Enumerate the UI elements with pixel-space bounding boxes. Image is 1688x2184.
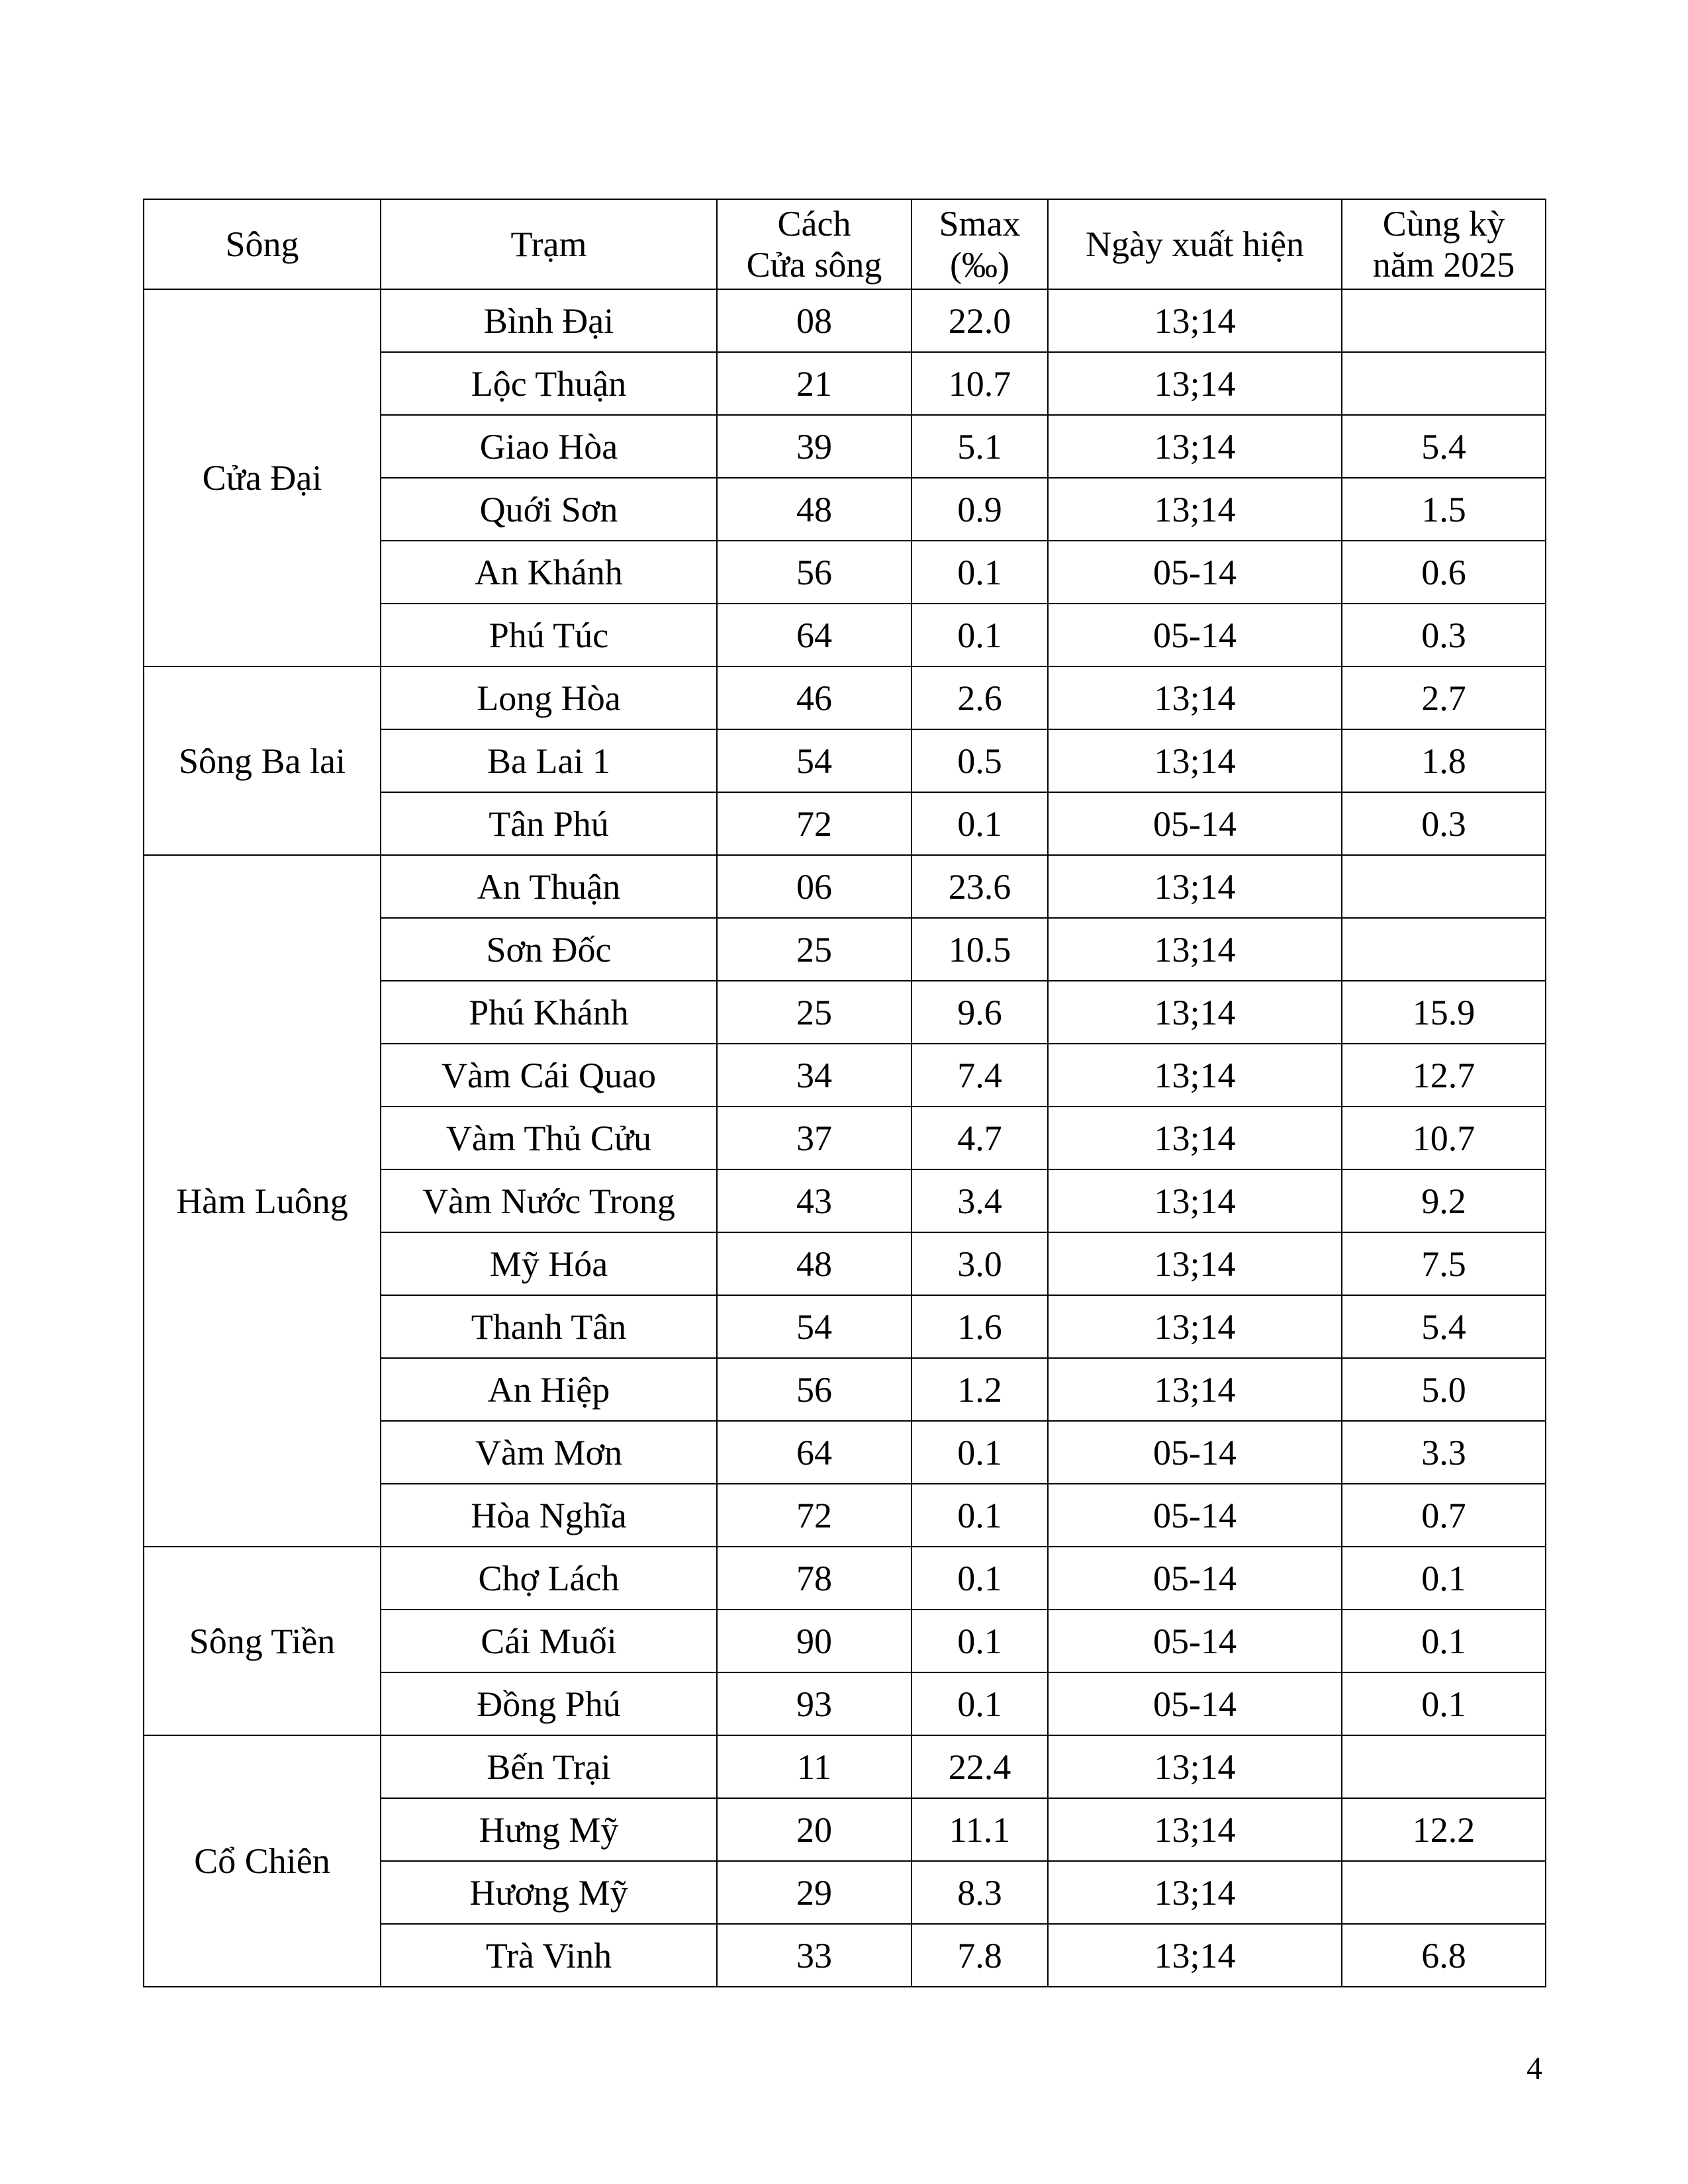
cell-station: Bình Đại — [381, 289, 717, 352]
cell-river: Sông Ba lai — [144, 666, 381, 855]
header-river: Sông — [144, 199, 381, 289]
cell-date: 13;14 — [1048, 1861, 1342, 1924]
cell-station: Cái Muối — [381, 1610, 717, 1672]
cell-date: 13;14 — [1048, 729, 1342, 792]
cell-smax: 7.4 — [912, 1044, 1048, 1107]
cell-station: Vàm Thủ Cửu — [381, 1107, 717, 1169]
cell-date: 13;14 — [1048, 1358, 1342, 1421]
cell-station: Vàm Mơn — [381, 1421, 717, 1484]
cell-date: 05-14 — [1048, 1672, 1342, 1735]
cell-distance: 78 — [717, 1547, 912, 1610]
cell-distance: 72 — [717, 1484, 912, 1547]
cell-same-period: 12.7 — [1342, 1044, 1546, 1107]
cell-date: 13;14 — [1048, 855, 1342, 918]
cell-date: 13;14 — [1048, 918, 1342, 981]
cell-river: Cửa Đại — [144, 289, 381, 666]
page-number: 4 — [1526, 2051, 1542, 2086]
cell-date: 13;14 — [1048, 1295, 1342, 1358]
cell-station: Long Hòa — [381, 666, 717, 729]
cell-distance: 29 — [717, 1861, 912, 1924]
cell-station: Phú Khánh — [381, 981, 717, 1044]
cell-station: Chợ Lách — [381, 1547, 717, 1610]
cell-smax: 0.1 — [912, 1547, 1048, 1610]
cell-distance: 72 — [717, 792, 912, 855]
cell-same-period: 0.6 — [1342, 541, 1546, 604]
cell-distance: 08 — [717, 289, 912, 352]
cell-distance: 34 — [717, 1044, 912, 1107]
cell-smax: 9.6 — [912, 981, 1048, 1044]
cell-same-period: 1.8 — [1342, 729, 1546, 792]
cell-same-period: 0.1 — [1342, 1672, 1546, 1735]
cell-same-period: 1.5 — [1342, 478, 1546, 541]
cell-same-period: 0.7 — [1342, 1484, 1546, 1547]
cell-date: 13;14 — [1048, 1169, 1342, 1232]
cell-smax: 0.1 — [912, 1421, 1048, 1484]
header-smax: Smax (‰) — [912, 199, 1048, 289]
cell-distance: 64 — [717, 604, 912, 666]
cell-smax: 3.4 — [912, 1169, 1048, 1232]
cell-station: An Thuận — [381, 855, 717, 918]
cell-date: 13;14 — [1048, 1107, 1342, 1169]
cell-smax: 11.1 — [912, 1798, 1048, 1861]
table-row — [144, 855, 1546, 918]
cell-date: 05-14 — [1048, 604, 1342, 666]
cell-distance: 90 — [717, 1610, 912, 1672]
cell-distance: 56 — [717, 1358, 912, 1421]
cell-river: Sông Tiền — [144, 1547, 381, 1735]
cell-same-period: 3.3 — [1342, 1421, 1546, 1484]
cell-same-period: 5.0 — [1342, 1358, 1546, 1421]
cell-same-period: 2.7 — [1342, 666, 1546, 729]
table-header — [144, 199, 1546, 289]
salinity-table — [143, 199, 1546, 1987]
cell-smax: 0.1 — [912, 1484, 1048, 1547]
cell-distance: 48 — [717, 478, 912, 541]
cell-same-period — [1342, 918, 1546, 981]
cell-smax: 0.1 — [912, 792, 1048, 855]
cell-smax: 4.7 — [912, 1107, 1048, 1169]
cell-date: 13;14 — [1048, 352, 1342, 415]
cell-date: 05-14 — [1048, 1484, 1342, 1547]
cell-distance: 64 — [717, 1421, 912, 1484]
table-row — [144, 1547, 1546, 1610]
cell-distance: 21 — [717, 352, 912, 415]
cell-date: 05-14 — [1048, 1610, 1342, 1672]
cell-same-period: 0.1 — [1342, 1610, 1546, 1672]
cell-station: Tân Phú — [381, 792, 717, 855]
cell-date: 13;14 — [1048, 1735, 1342, 1798]
cell-smax: 23.6 — [912, 855, 1048, 918]
cell-date: 13;14 — [1048, 1798, 1342, 1861]
cell-distance: 46 — [717, 666, 912, 729]
cell-station: Lộc Thuận — [381, 352, 717, 415]
cell-date: 13;14 — [1048, 1232, 1342, 1295]
cell-smax: 10.5 — [912, 918, 1048, 981]
cell-smax: 1.2 — [912, 1358, 1048, 1421]
cell-same-period — [1342, 289, 1546, 352]
cell-same-period: 7.5 — [1342, 1232, 1546, 1295]
cell-distance: 06 — [717, 855, 912, 918]
cell-date: 05-14 — [1048, 1421, 1342, 1484]
table-row — [144, 289, 1546, 352]
cell-date: 13;14 — [1048, 666, 1342, 729]
cell-distance: 39 — [717, 415, 912, 478]
cell-smax: 1.6 — [912, 1295, 1048, 1358]
cell-smax: 0.1 — [912, 1672, 1048, 1735]
cell-date: 13;14 — [1048, 478, 1342, 541]
cell-smax: 10.7 — [912, 352, 1048, 415]
cell-date: 13;14 — [1048, 415, 1342, 478]
cell-station: Vàm Nước Trong — [381, 1169, 717, 1232]
cell-station: Quới Sơn — [381, 478, 717, 541]
cell-same-period: 0.1 — [1342, 1547, 1546, 1610]
cell-station: Hương Mỹ — [381, 1861, 717, 1924]
cell-same-period: 9.2 — [1342, 1169, 1546, 1232]
cell-date: 05-14 — [1048, 1547, 1342, 1610]
cell-distance: 37 — [717, 1107, 912, 1169]
cell-smax: 7.8 — [912, 1924, 1048, 1987]
header-station: Trạm — [381, 199, 717, 289]
header-date: Ngày xuất hiện — [1048, 199, 1342, 289]
cell-same-period: 15.9 — [1342, 981, 1546, 1044]
cell-distance: 33 — [717, 1924, 912, 1987]
cell-same-period — [1342, 1735, 1546, 1798]
cell-smax: 0.1 — [912, 541, 1048, 604]
cell-same-period: 0.3 — [1342, 792, 1546, 855]
cell-station: Vàm Cái Quao — [381, 1044, 717, 1107]
cell-smax: 3.0 — [912, 1232, 1048, 1295]
cell-station: Giao Hòa — [381, 415, 717, 478]
cell-distance: 25 — [717, 981, 912, 1044]
cell-date: 13;14 — [1048, 1044, 1342, 1107]
cell-date: 13;14 — [1048, 289, 1342, 352]
cell-station: Phú Túc — [381, 604, 717, 666]
cell-station: Mỹ Hóa — [381, 1232, 717, 1295]
cell-same-period — [1342, 352, 1546, 415]
cell-smax: 2.6 — [912, 666, 1048, 729]
cell-distance: 54 — [717, 1295, 912, 1358]
header-distance: Cách Cửa sông — [717, 199, 912, 289]
cell-distance: 43 — [717, 1169, 912, 1232]
cell-station: An Khánh — [381, 541, 717, 604]
cell-smax: 0.9 — [912, 478, 1048, 541]
cell-station: Hưng Mỹ — [381, 1798, 717, 1861]
cell-station: Hòa Nghĩa — [381, 1484, 717, 1547]
cell-date: 05-14 — [1048, 541, 1342, 604]
cell-smax: 0.1 — [912, 1610, 1048, 1672]
cell-smax: 22.4 — [912, 1735, 1048, 1798]
cell-same-period: 5.4 — [1342, 1295, 1546, 1358]
cell-river: Hàm Luông — [144, 855, 381, 1547]
cell-distance: 54 — [717, 729, 912, 792]
cell-same-period: 6.8 — [1342, 1924, 1546, 1987]
table-body — [144, 289, 1546, 1987]
table-row — [144, 1735, 1546, 1798]
cell-distance: 93 — [717, 1672, 912, 1735]
header-same-period: Cùng kỳ năm 2025 — [1342, 199, 1546, 289]
cell-station: Đồng Phú — [381, 1672, 717, 1735]
cell-same-period — [1342, 1861, 1546, 1924]
cell-station: Bến Trại — [381, 1735, 717, 1798]
cell-date: 13;14 — [1048, 981, 1342, 1044]
table-row — [144, 666, 1546, 729]
cell-station: Ba Lai 1 — [381, 729, 717, 792]
header-row — [144, 199, 1546, 289]
cell-distance: 20 — [717, 1798, 912, 1861]
cell-smax: 0.1 — [912, 604, 1048, 666]
cell-distance: 25 — [717, 918, 912, 981]
cell-smax: 22.0 — [912, 289, 1048, 352]
cell-smax: 8.3 — [912, 1861, 1048, 1924]
cell-station: Thanh Tân — [381, 1295, 717, 1358]
cell-same-period: 5.4 — [1342, 415, 1546, 478]
cell-same-period: 12.2 — [1342, 1798, 1546, 1861]
cell-station: Trà Vinh — [381, 1924, 717, 1987]
cell-smax: 5.1 — [912, 415, 1048, 478]
cell-distance: 11 — [717, 1735, 912, 1798]
cell-river: Cổ Chiên — [144, 1735, 381, 1987]
cell-date: 13;14 — [1048, 1924, 1342, 1987]
cell-distance: 48 — [717, 1232, 912, 1295]
cell-date: 05-14 — [1048, 792, 1342, 855]
cell-same-period: 0.3 — [1342, 604, 1546, 666]
cell-smax: 0.5 — [912, 729, 1048, 792]
cell-distance: 56 — [717, 541, 912, 604]
cell-same-period: 10.7 — [1342, 1107, 1546, 1169]
cell-same-period — [1342, 855, 1546, 918]
cell-station: An Hiệp — [381, 1358, 717, 1421]
cell-station: Sơn Đốc — [381, 918, 717, 981]
